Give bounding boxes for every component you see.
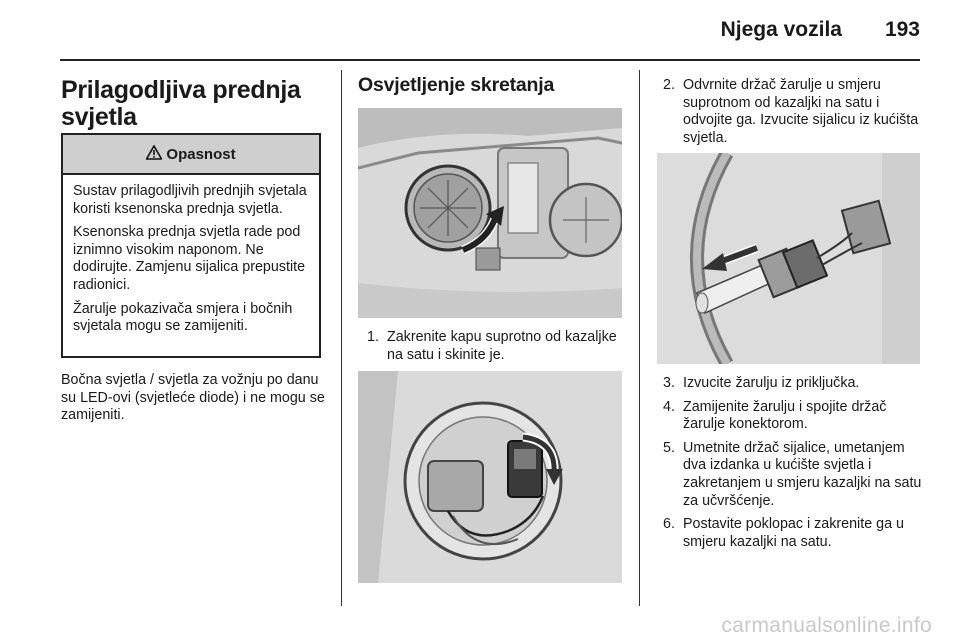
body-paragraph: Bočna svjetla / svjetla za vožnju po danu su LED-ovi (svjetleće diode) i ne mogu se zamijeniti. — [61, 372, 325, 424]
steps-list-right-bottom — [663, 375, 925, 557]
warning-paragraph: Žarulje pokazivača smjera i bočnih svjetala mogu se zamijeniti. — [73, 300, 293, 335]
section-heading: Prilagodljiva prednja svjetla — [61, 76, 301, 131]
step-item — [663, 516, 925, 551]
step-number: 6. — [663, 516, 675, 533]
bulb-holder-figure — [358, 371, 622, 583]
steps-list-right-top — [663, 77, 925, 153]
step-text: Postavite poklopac i zakrenite ga u smjeru kazaljki na satu. — [683, 516, 904, 550]
warning-body — [63, 175, 319, 336]
subsection-heading: Osvjetljenje skretanja — [358, 74, 555, 96]
step-item — [367, 329, 622, 364]
step-item — [663, 77, 925, 147]
page-number: 193 — [884, 18, 920, 41]
step-number: 3. — [663, 375, 675, 391]
step-number: 1. — [367, 329, 379, 345]
step-number: 2. — [663, 77, 675, 93]
step-text: Odvrnite držač žarulje u smjeru suprotnom od kazaljki na satu i odvojite ga. Izvucite sijalicu iz kućišta svjetla. — [683, 77, 919, 146]
bulb-removal-figure — [657, 153, 920, 364]
header-rule — [60, 59, 920, 61]
watermark: carmanualsonline.info — [721, 614, 932, 637]
column-divider-left — [341, 70, 342, 606]
step-item — [663, 399, 925, 434]
column-divider-right — [639, 70, 640, 606]
warning-box — [61, 133, 321, 358]
step-item — [663, 375, 925, 393]
step-text: Umetnite držač sijalice, umetanjem dva izdanka u kućište svjetla i zakretanjem u smjeru kazaljki na satu za učvršćenje. — [683, 439, 922, 509]
step-text: Zamijenite žarulju i spojite držač žarulje konektorom. — [683, 398, 887, 433]
step-text: Zakrenite kapu suprotno od kazaljke na satu i skinite je. — [387, 329, 617, 363]
steps-list-middle — [367, 329, 622, 370]
warning-paragraph: Ksenonska prednja svjetla rade pod iznimno visokim naponom. Ne dodirujte. Zamjenu sijalica prepustite radionici. — [73, 224, 306, 293]
cornering-light-cap-figure — [358, 108, 622, 318]
step-number: 4. — [663, 398, 675, 415]
warning-header — [63, 135, 319, 175]
step-number: 5. — [663, 439, 675, 456]
step-item — [663, 440, 925, 510]
warning-title: Opasnost — [166, 145, 236, 163]
warning-triangle-icon — [146, 145, 162, 164]
warning-paragraph: Sustav prilagodljivih prednjih svjetala koristi ksenonska prednja svjetla. — [73, 183, 307, 217]
step-text: Izvucite žarulju iz priključka. — [683, 375, 860, 391]
running-header-title: Njega vozila — [720, 18, 842, 41]
